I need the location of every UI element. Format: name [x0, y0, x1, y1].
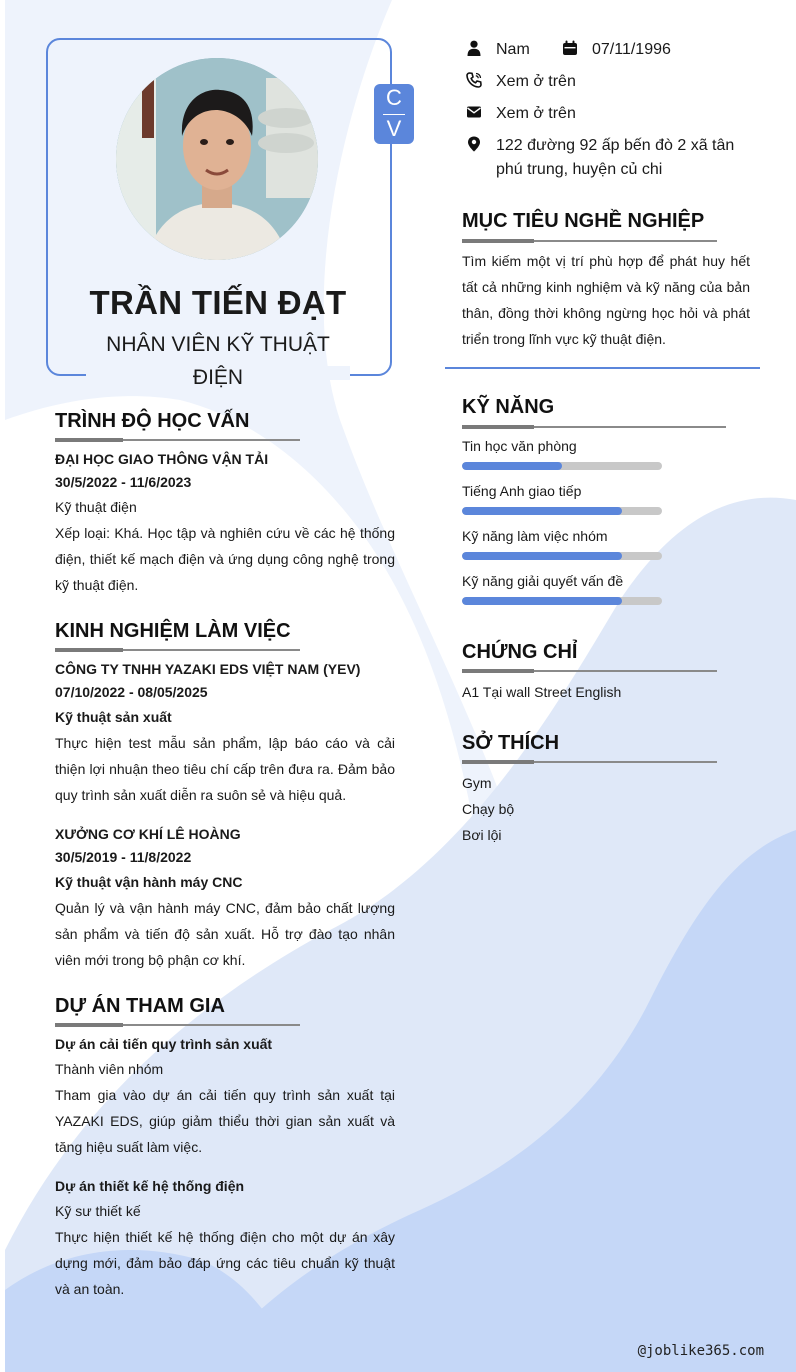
calendar-icon — [562, 40, 578, 56]
skill-bar-fill — [462, 597, 622, 605]
project-description: Thực hiện thiết kế hệ thống điện cho một dự án xây dựng mới, đảm bảo đáp ứng các tiêu chuẩn kỹ thuật và an toàn. — [55, 1229, 395, 1297]
certificates-rule — [462, 670, 717, 672]
education-school: ĐẠI HỌC GIAO THÔNG VẬN TẢI — [55, 451, 269, 467]
address-value: 122 đường 92 ấp bến đò 2 xã tân phú trung, huyện củ chi — [496, 137, 735, 178]
skills-rule — [462, 426, 726, 428]
skill-bar-fill — [462, 507, 622, 515]
candidate-position: NHÂN VIÊN KỸ THUẬT ĐIỆN — [106, 333, 330, 389]
objective-title: MỤC TIÊU NGHỀ NGHIỆP — [462, 210, 705, 232]
education-period: 30/5/2022 - 11/6/2023 — [55, 474, 192, 490]
project-description: Tham gia vào dự án cải tiến quy trình sản xuất tại YAZAKI EDS, giúp giảm thiểu thời gian sản xuất và tăng hiệu suất làm việc. — [55, 1087, 395, 1155]
job-company: CÔNG TY TNHH YAZAKI EDS VIỆT NAM (YEV) — [55, 661, 361, 677]
avatar — [116, 58, 318, 260]
hobby-item: Chạy bộ — [462, 801, 515, 817]
skill-bar — [462, 462, 662, 470]
footer-watermark: @joblike365.com — [637, 1343, 764, 1359]
phone-icon — [466, 72, 482, 88]
skill-bar — [462, 507, 662, 515]
contact-gender — [466, 38, 530, 62]
job-description: Thực hiện test mẫu sản phẩm, lập báo cáo và cải thiện lợi nhuận theo tiêu chí cấp trên đưa ra. Đảm bảo quy trình sản xuất diễn ra suôn sẻ và hiệu quả. — [55, 735, 395, 803]
projects-title: DỰ ÁN THAM GIA — [55, 995, 225, 1017]
candidate-name: TRẦN TIẾN ĐẠT — [89, 284, 347, 321]
education-description: Xếp loại: Khá. Học tập và nghiên cứu về các hệ thống điện, thiết kế mạch điện và ứng dụng công nghệ trong kỹ thuật điện. — [55, 525, 395, 593]
skill-bar-fill — [462, 462, 562, 470]
job-period: 30/5/2019 - 11/8/2022 — [55, 849, 192, 865]
certificate-item: A1 Tại wall Street English — [462, 684, 622, 700]
education-major: Kỹ thuật điện — [55, 499, 137, 515]
skill-bar — [462, 552, 662, 560]
skills-title: KỸ NĂNG — [462, 396, 555, 418]
skill-label: Tiếng Anh giao tiếp — [462, 483, 582, 499]
cv-badge-bottom: V — [386, 116, 402, 141]
certificates-title: CHỨNG CHỈ — [462, 641, 578, 663]
contact-email — [466, 102, 576, 126]
skill-label: Tin học văn phòng — [462, 438, 577, 454]
skill-bar-fill — [462, 552, 622, 560]
user-icon — [466, 40, 482, 56]
skill-bar — [462, 597, 662, 605]
projects-rule — [55, 1024, 300, 1026]
birthday-value: 07/11/1996 — [592, 41, 671, 58]
project-role: Kỹ sư thiết kế — [55, 1203, 141, 1219]
location-icon — [466, 136, 482, 152]
right-divider — [445, 367, 760, 369]
education-rule — [55, 439, 300, 441]
education-title: TRÌNH ĐỘ HỌC VẤN — [55, 410, 250, 432]
job-company: XƯỞNG CƠ KHÍ LÊ HOÀNG — [55, 826, 241, 842]
objective-text: Tìm kiếm một vị trí phù hợp để phát huy hết tất cả những kinh nghiệm và kỹ năng của bản thân, đồng thời không ngừng học hỏi và phát triển trong lĩnh vực kỹ thuật điện. — [462, 253, 750, 347]
project-name: Dự án cải tiến quy trình sản xuất — [55, 1036, 273, 1052]
experience-rule — [55, 649, 300, 651]
hobbies-title: SỞ THÍCH — [462, 732, 560, 754]
cv-badge — [374, 84, 414, 144]
skill-label: Kỹ năng giải quyết vấn đề — [462, 573, 624, 589]
contact-address — [466, 134, 746, 182]
email-value: Xem ở trên — [496, 105, 576, 122]
skill-label: Kỹ năng làm việc nhóm — [462, 528, 608, 544]
cv-badge-top: C — [386, 85, 402, 110]
job-period: 07/10/2022 - 08/05/2025 — [55, 684, 208, 700]
project-name: Dự án thiết kế hệ thống điện — [55, 1178, 245, 1194]
gender-value: Nam — [496, 41, 530, 58]
contact-phone — [466, 70, 576, 94]
hobbies-rule — [462, 761, 717, 763]
hobby-item: Gym — [462, 775, 492, 791]
job-description: Quản lý và vận hành máy CNC, đảm bảo chất lượng sản phẩm và tiến độ sản xuất. Hỗ trợ đào tạo nhân viên mới trong bộ phận cơ khí. — [55, 900, 395, 968]
job-role: Kỹ thuật sản xuất — [55, 709, 172, 725]
project-role: Thành viên nhóm — [55, 1061, 164, 1077]
hobby-item: Bơi lội — [462, 827, 502, 843]
objective-rule — [462, 240, 717, 242]
mail-icon — [466, 104, 482, 120]
job-role: Kỹ thuật vận hành máy CNC — [55, 874, 243, 890]
contact-birthday — [562, 38, 671, 62]
phone-value: Xem ở trên — [496, 73, 576, 90]
experience-title: KINH NGHIỆM LÀM VIỆC — [55, 620, 291, 642]
